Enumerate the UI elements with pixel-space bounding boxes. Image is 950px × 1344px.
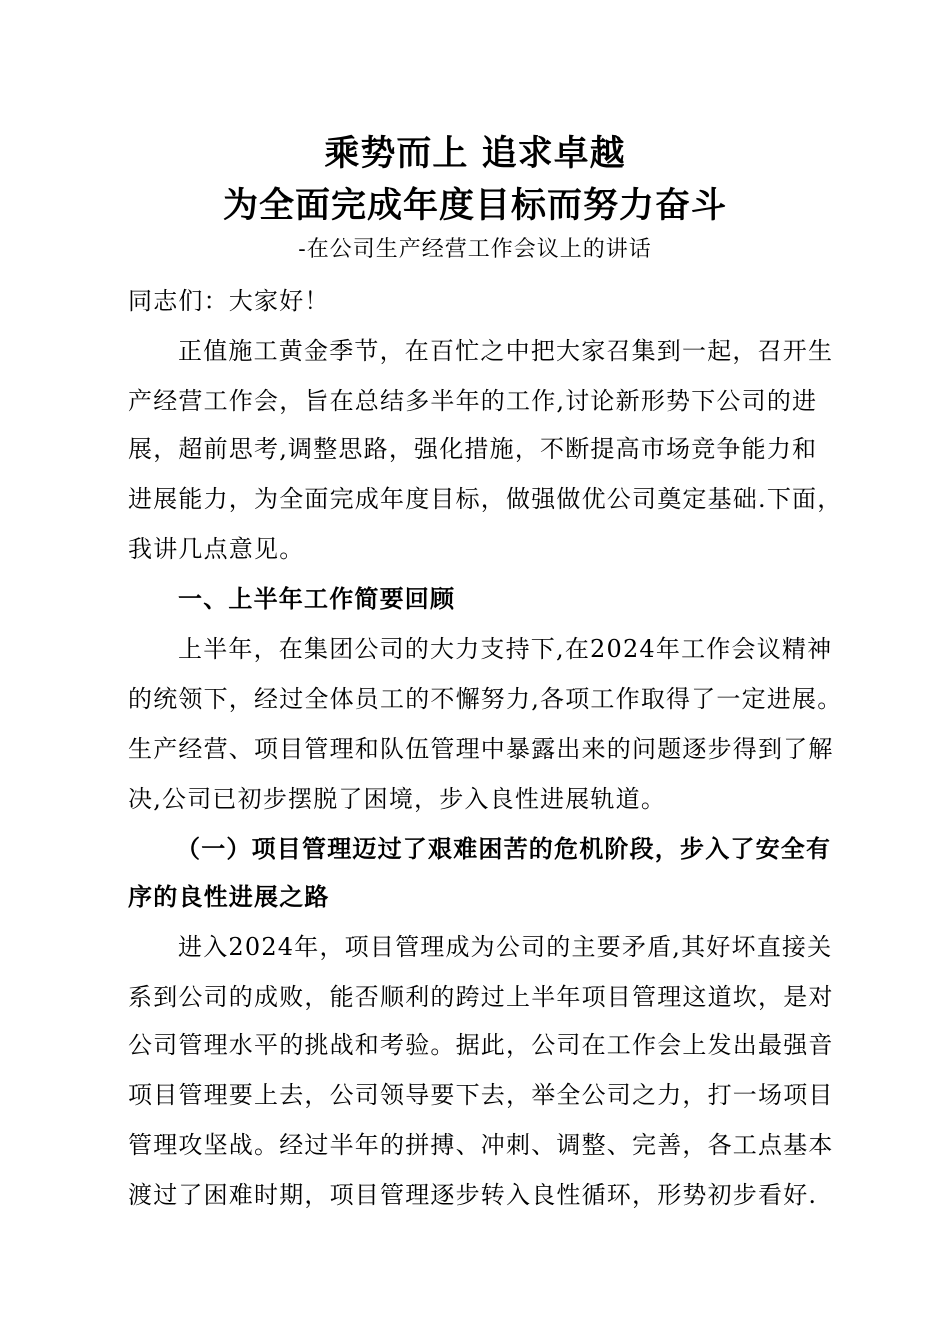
title-line-1: 乘势而上 追求卓越	[324, 134, 626, 174]
section-heading-1: 一、上半年工作简要回顾	[178, 585, 456, 613]
paragraph-1-line: 进展能力，为全面完成年度目标，做强做优公司奠定基础.下面，	[128, 485, 843, 513]
subtitle: -在公司生产经营工作会议上的讲话	[298, 237, 652, 262]
subsection-heading-line: （一）项目管理迈过了艰难困苦的危机阶段，步入了安全有	[176, 835, 832, 863]
paragraph-1-line: 产经营工作会，旨在总结多半年的工作,讨论新形势下公司的进	[128, 387, 818, 415]
paragraph-3-line: 公司管理水平的挑战和考验。据此，公司在工作会上发出最强音	[128, 1031, 834, 1059]
paragraph-1-line: 展，超前思考,调整思路，强化措施，不断提高市场竞争能力和	[128, 435, 818, 463]
paragraph-1-line: 正值施工黄金季节，在百忙之中把大家召集到一起，召开生	[178, 337, 834, 365]
paragraph-2-line: 上半年，在集团公司的大力支持下,在2024年工作会议精神	[178, 635, 833, 663]
paragraph-2-line: 决,公司已初步摆脱了困境，步入良性进展轨道。	[128, 785, 667, 813]
paragraph-3-line: 渡过了困难时期，项目管理逐步转入良性循环，形势初步看好.	[128, 1181, 818, 1209]
paragraph-2-line: 的统领下，经过全体员工的不懈努力,各项工作取得了一定进展。	[128, 685, 843, 713]
greeting: 同志们：大家好！	[128, 287, 330, 315]
subsection-heading-line: 序的良性进展之路	[128, 883, 330, 911]
paragraph-2-line: 生产经营、项目管理和队伍管理中暴露出来的问题逐步得到了解	[128, 735, 834, 763]
paragraph-3-line: 项目管理要上去，公司领导要下去，举全公司之力，打一场项目	[128, 1081, 834, 1109]
title-line-2: 为全面完成年度目标而努力奋斗	[222, 186, 727, 226]
paragraph-1-line: 我讲几点意见。	[128, 535, 305, 563]
paragraph-3-line: 管理攻坚战。经过半年的拼搏、冲刺、调整、完善，各工点基本	[128, 1131, 834, 1159]
paragraph-3-line: 系到公司的成败，能否顺利的跨过上半年项目管理这道坎，是对	[128, 983, 834, 1011]
paragraph-3-line: 进入2024年，项目管理成为公司的主要矛盾,其好坏直接关	[178, 933, 833, 961]
